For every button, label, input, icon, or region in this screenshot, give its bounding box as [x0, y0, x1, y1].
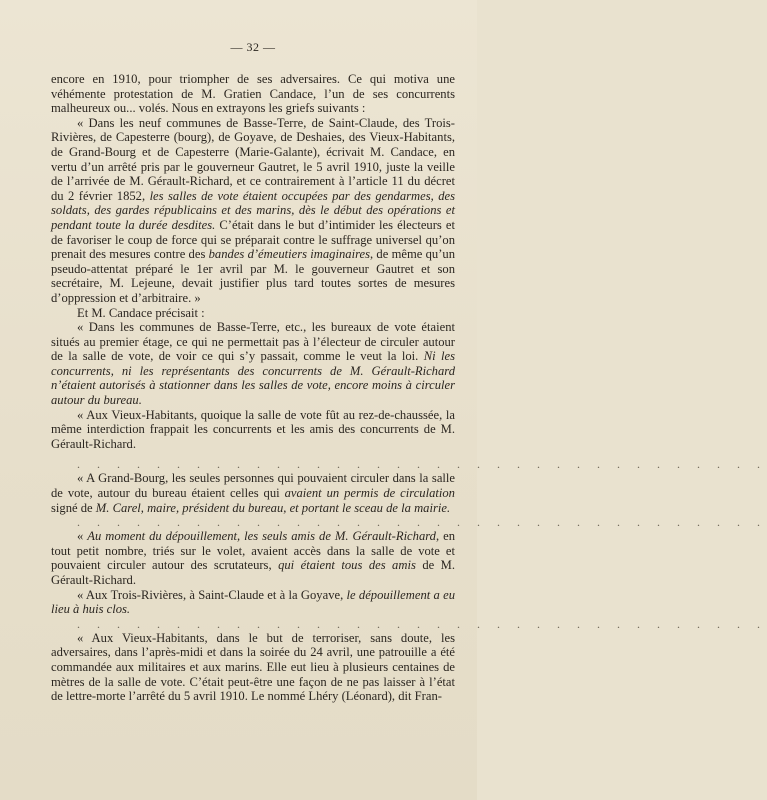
paragraph: « Aux Trois-Rivières, à Saint-Claude et à la Goyave, le dépouillement a eu lieu à huis clos. [51, 587, 456, 617]
paragraph: « Dans les communes de Basse-Terre, etc., les bureaux de vote étaient situés au premier étage, ce qui ne permettait pas à l’électeur de circuler autour de la salle de vote, de voir ce qui s’y passait, comme le veut la loi. Ni les concurrents, ni les représentants des concurrents de M. Gérault-Richard n’étaient autorisés à stationner dans les salles de vote, encore moins à circuler autour du bureau. [51, 320, 456, 408]
italic-emphasis: avaient un permis de circulation [284, 486, 455, 501]
paragraph: « Au moment du dépouillement, les seuls amis de M. Gérault-Richard, en tout petit nombre, triés sur le volet, avaient accès dans la salle de vote et pouvaient circuler autour des scrutateurs, qui étaient tous des amis de M. Gérault-Richard. [51, 529, 456, 587]
italic-emphasis: bandes d’émeutiers imaginaires [208, 247, 370, 262]
italic-emphasis: les salles de vote étaient occupées par des gendarmes, des soldats, des gardes républicains et des marins, dès le début des opérations et pendant toute la durée desdites. [51, 188, 455, 232]
italic-emphasis: M. Carel, maire, président du bureau, et portant le sceau de la mairie. [95, 500, 451, 515]
paragraph: « A Grand-Bourg, les seules personnes qui pouvaient circuler dans la salle de vote, autour du bureau étaient celles qui avaient un permis de circulation signé de M. Carel, maire, président du bureau, et portant le sceau de la mairie. [51, 471, 455, 515]
paragraph: « Dans les neuf communes de Basse-Terre, de Saint-Claude, des Trois-Rivières, de Capesterre (bourg), de Goyave, de Deshaies, des Vieux-Habitants, de Grand-Bourg et de Capesterre (Marie-Galante), écrivait M. Candace, en vertu d’un arrêté pris par le gouverneur Gautret, le 5 avril 1910, juste la veille de l’arrivée de M. Gérault-Richard, et ce contrairement à l’article 11 du décret du 2 février 1852, les salles de vote étaient occupées par des gendarmes, des soldats, des gardes républicains et des marins, dès le début des opérations et pendant toute la durée desdites. C’était dans le but d’intimider les électeurs et de favoriser le coup de force qui se préparait contre le suffrage universel qu’on prenait des mesures contre des bandes d’émeutiers imaginaires, de même qu’un pseudo-attentat préparé le 1er avril par M. le gouverneur Gautret et son secrétaire, M. Lejeune, devait justifier plus tard toutes sortes de mesures d’oppression et d’arbitraire. » [51, 115, 455, 305]
ellipsis-line: . . . . . . . . . . . . . . . . . . . . . . . . . . . . . . . . . . . [77, 616, 767, 631]
italic-emphasis: le dépouillement a eu lieu à huis clos. [51, 587, 456, 617]
italic-emphasis: qui étaient tous des amis [278, 558, 416, 573]
body-text [51, 72, 767, 704]
paragraph: « Aux Vieux-Habitants, dans le but de terroriser, sans doute, les adversaires, dans l’après-midi et dans la soirée du 24 avril, une patrouille a été commandée aux militaires et aux marins. Elle eut lieu à plusieurs centaines de mètres de la salle de vote. C’était peut-être une façon de ne pas laisser à l’état de lettre-morte l’arrêté du 5 avril 1910. Le nommé Lhéry (Léonard), dit Fran- [51, 630, 455, 704]
italic-emphasis: Ni les concurrents, ni les représentants des concurrents de M. Gérault-Richard n’étaient autorisés à stationner dans les salles de vote, encore moins à circuler autour du bureau. [51, 349, 456, 408]
paragraph: Et M. Candace précisait : [77, 305, 205, 320]
page-number: — 32 — [230, 40, 276, 54]
paragraph: encore en 1910, pour triompher de ses adversaires. Ce qui motiva une véhémente protestation de M. Gratien Candace, l’un de ses concurrents malheureux ou... volés. Nous en extrayons les griefs suivants : [51, 72, 455, 116]
ellipsis-line: . . . . . . . . . . . . . . . . . . . . . . . . . . . . . . . . . . . [77, 515, 767, 530]
italic-emphasis: Au moment du dépouillement, les seuls amis de M. Gérault-Richard [87, 529, 436, 544]
ellipsis-line: . . . . . . . . . . . . . . . . . . . . . . . . . . . . . . . . . . . [77, 457, 767, 472]
paragraph: « Aux Vieux-Habitants, quoique la salle de vote fût au rez-de-chaussée, la même interdiction frappait les concurrents et les amis des concurrents de M. Gérault-Richard. [51, 407, 455, 451]
